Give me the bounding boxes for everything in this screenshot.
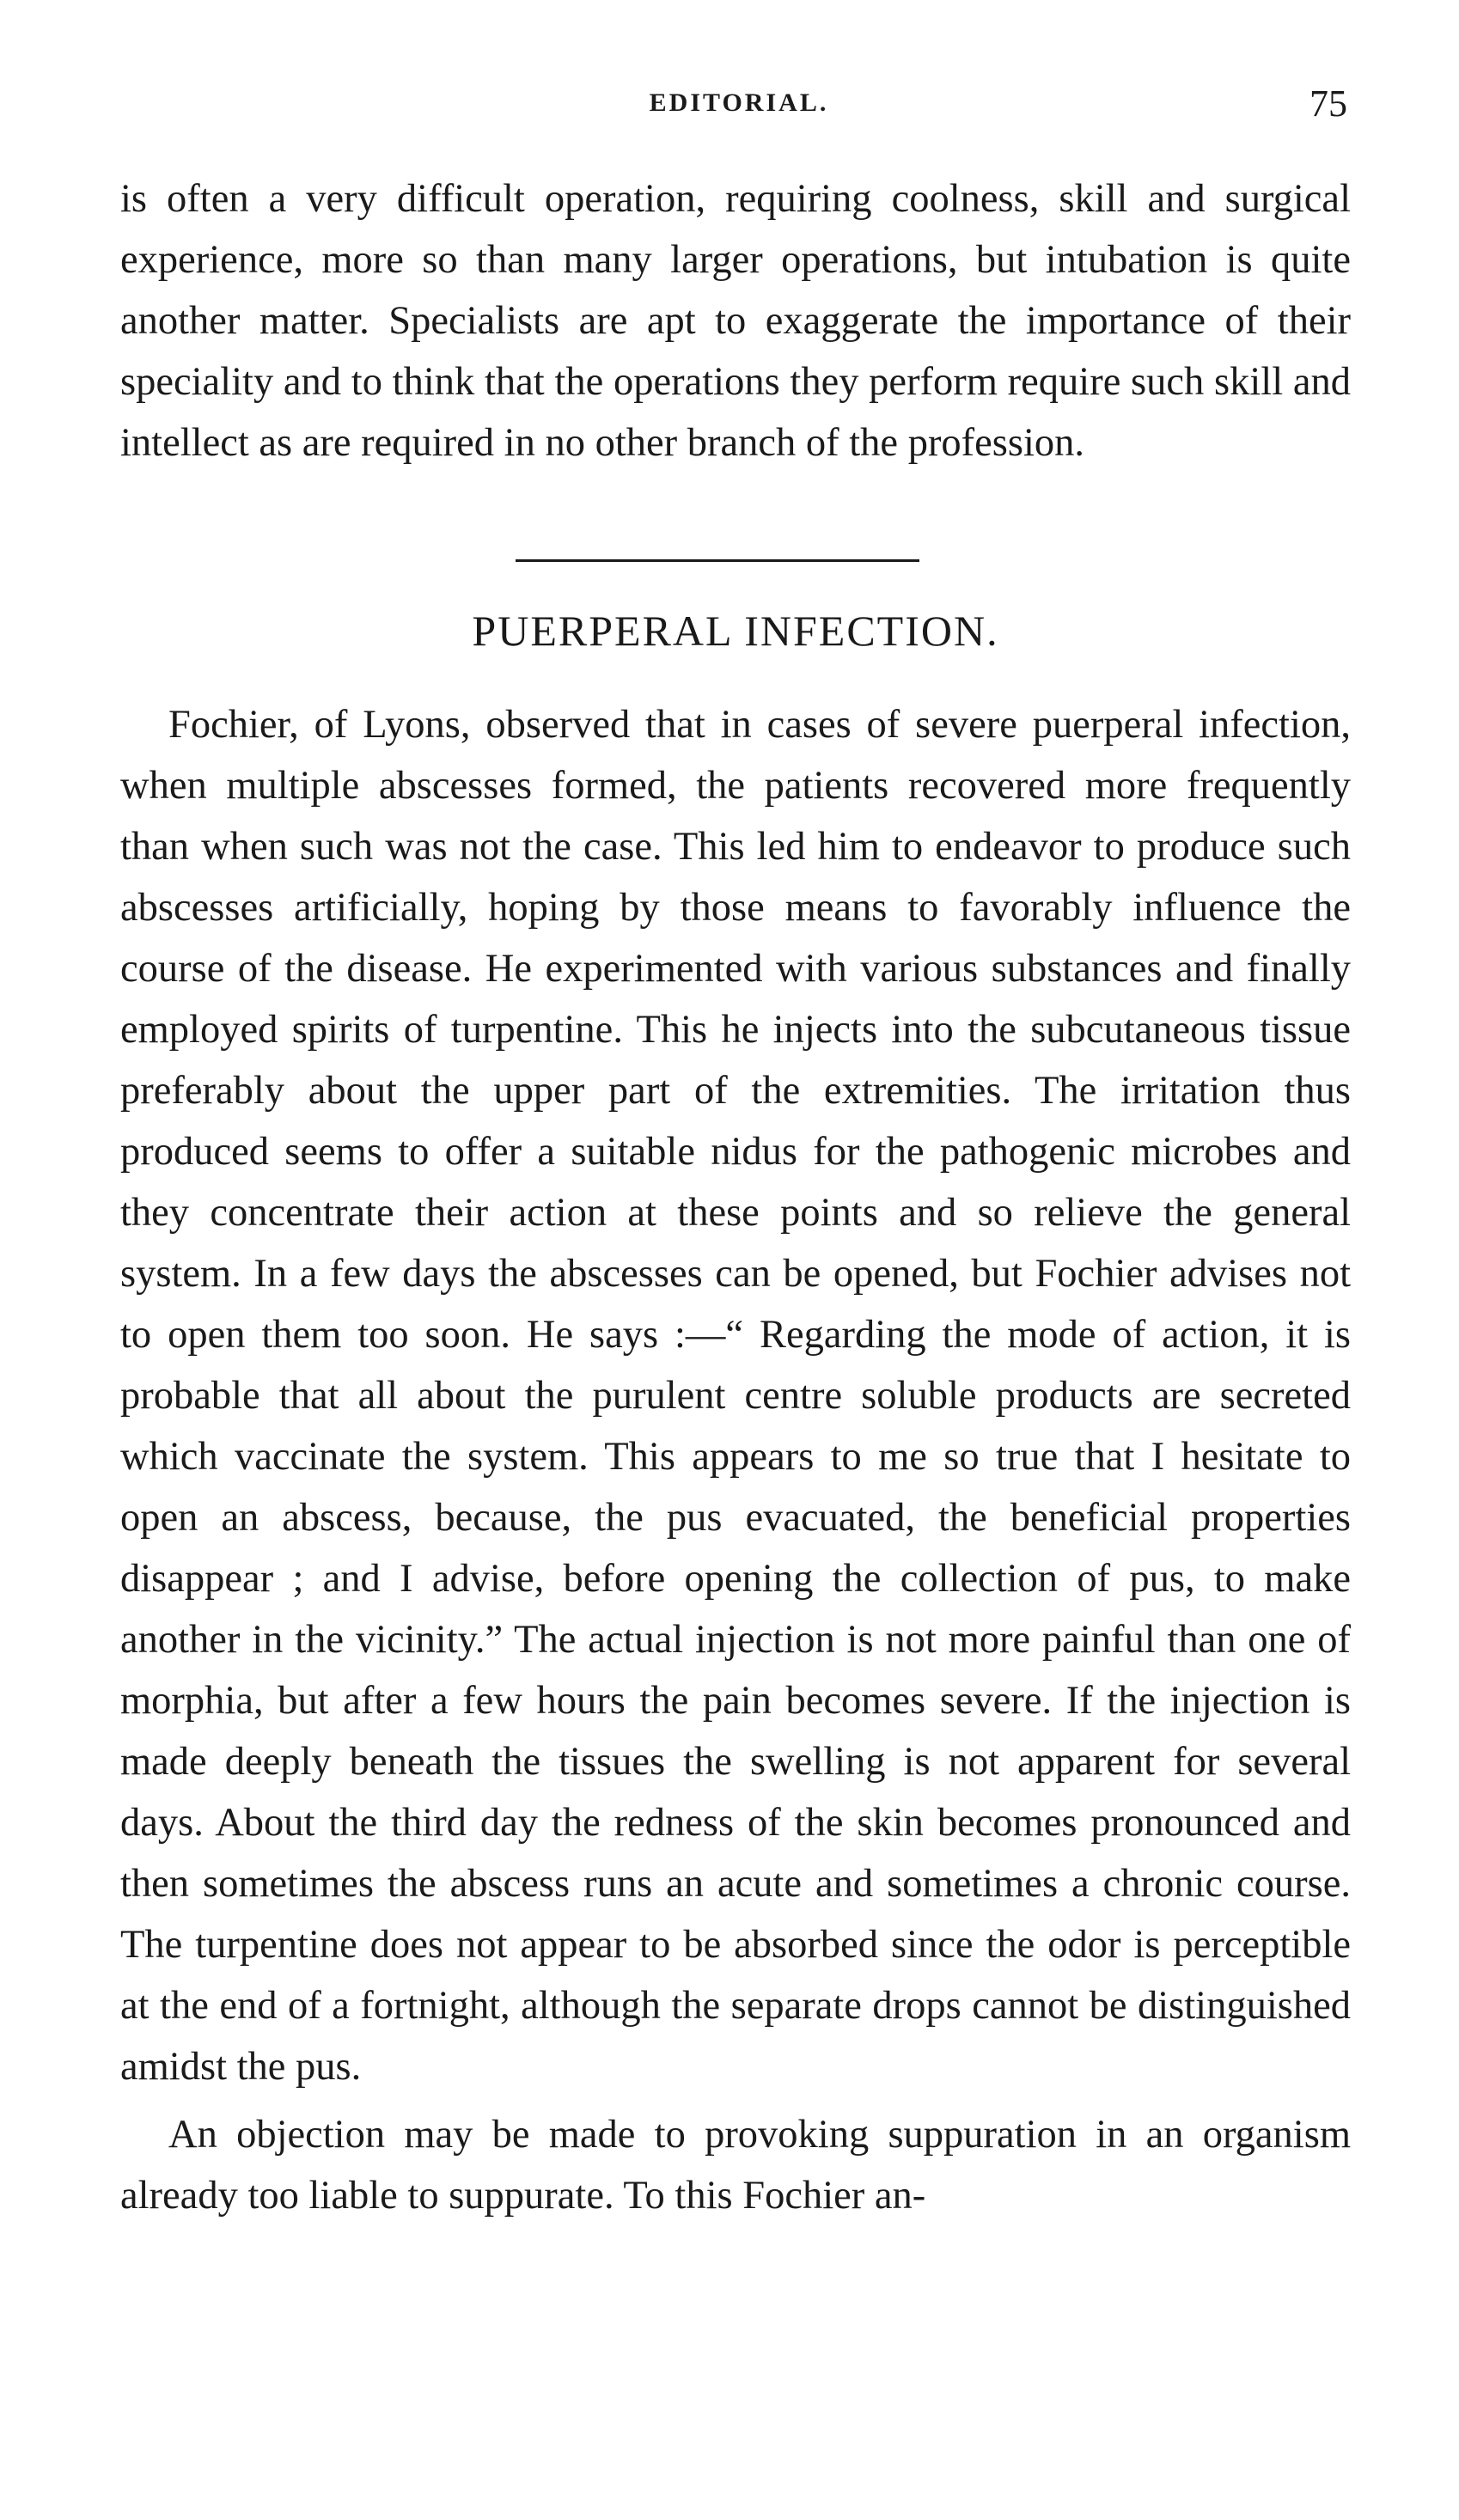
section-divider [516,559,919,562]
section-body [120,694,1351,2226]
continuation-paragraph: is often a very difficult operation, requiring coolness, skill and surgical experience, more so than many larger operations, but intubation is quite another matter. Specialists are apt to exaggerate the importance of their speciality and to think that the operations they perform require such skill and intellect as are required in no other branch of the profession. [120,177,1351,465]
running-head [120,82,1358,133]
body-paragraph-1: Fochier, of Lyons, observed that in cases of severe puerperal infection, when multiple abscesses formed, the patients recovered more frequently than when such was not the case. This led him to endeavor to produce such abscesses artificially, hoping by those means to favorably influence the course of the disease. He experimented with various substances and finally employed spirits of turpentine. This he injects into the subcutaneous tissue preferably about the upper part of the extremities. The irritation thus produced seems to offer a suitable nidus for the pathogenic microbes and they concentrate their action at these points and so relieve the general system. In a few days the abscesses can be opened, but Fochier advises not to open them too soon. He says :—“ Regarding the mode of action, it is probable that all about the purulent centre soluble products are secreted which vaccinate the system. This appears to me so true that I hesitate to open an abscess, because, the pus evacuated, the beneficial properties disappear ; and I advise, before opening the collection of pus, to make another in the vicinity.” The actual injection is not more painful than one of morphia, but after a few hours the pain becomes severe. If the injection is made deeply beneath the tissues the swelling is not apparent for several days. About the third day the redness of the skin becomes pronounced and then sometimes the abscess runs an acute and sometimes a chronic course. The turpentine does not appear to be absorbed since the odor is perceptible at the end of a fortnight, although the separate drops cannot be distinguished amidst the pus. [120,703,1351,2089]
continuation-block [120,168,1351,473]
body-paragraph-2: An objection may be made to provoking suppuration in an organism already too liable to suppurate. To this Fochier an- [120,2113,1351,2218]
section-title: PUERPERAL INFECTION. [472,607,999,655]
running-title: EDITORIAL. [649,88,829,117]
page-number: 75 [1309,82,1347,125]
